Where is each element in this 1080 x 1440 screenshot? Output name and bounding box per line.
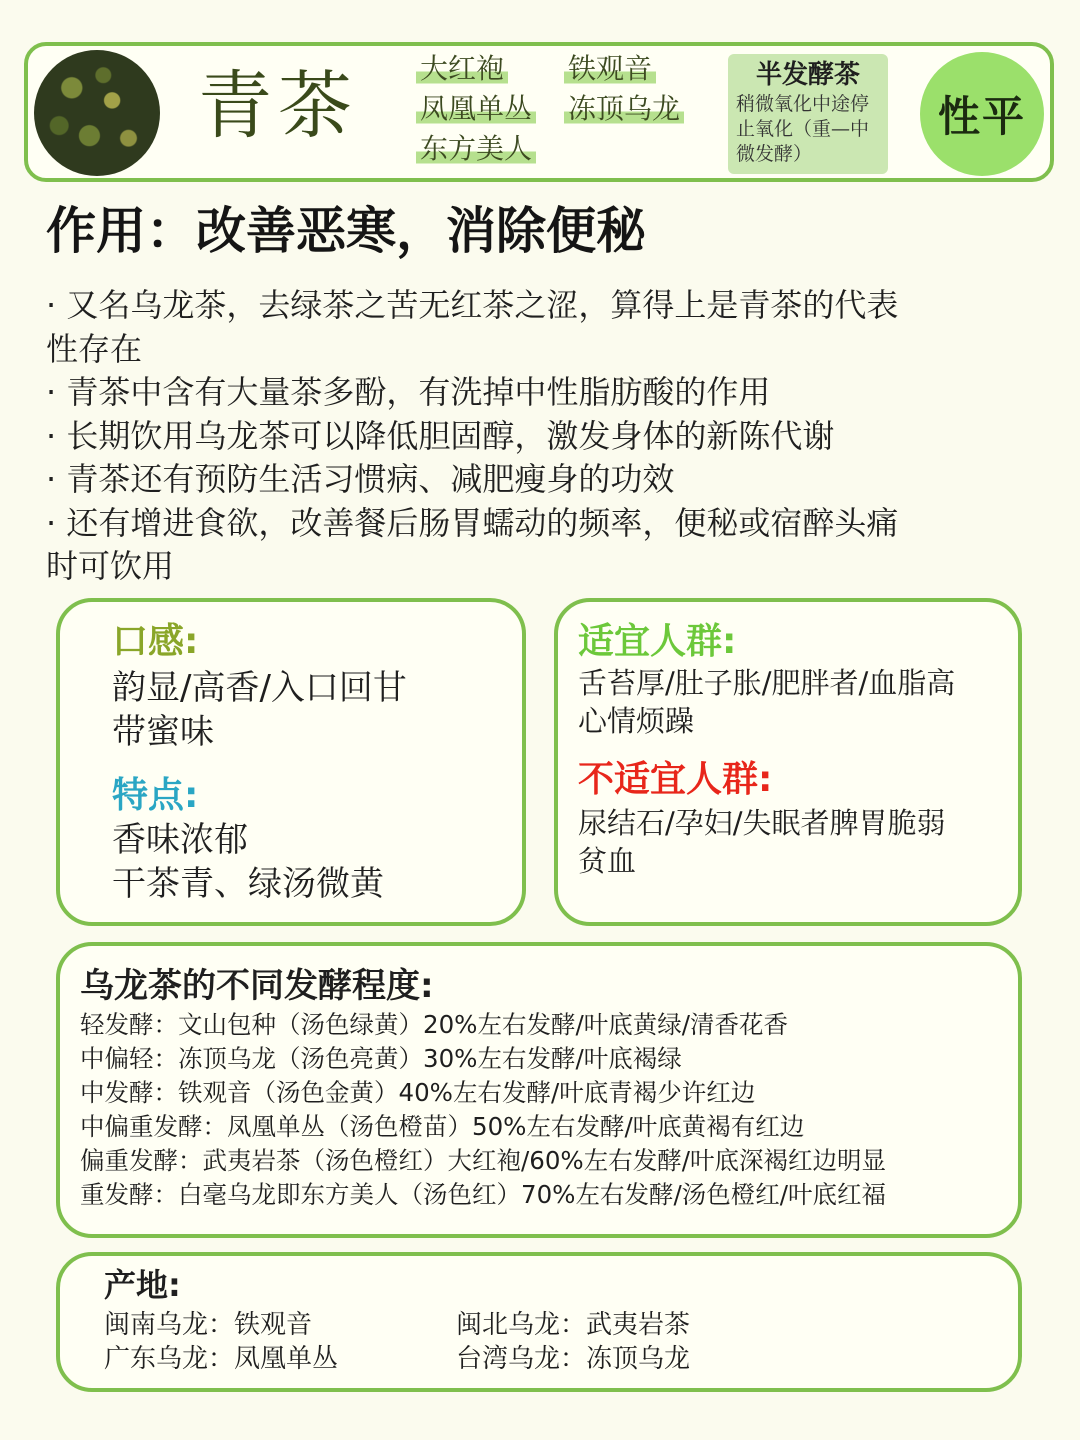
fermentation-row: 重发酵：白毫乌龙即东方美人（汤色红）70%左右发酵/汤色橙红/叶底红福 <box>80 1180 886 1209</box>
variety-tag: 铁观音 <box>564 52 656 86</box>
ferment-type-desc: 稍微氧化中途停 <box>736 93 870 115</box>
taste-title: 口感: <box>112 621 199 662</box>
taste-line: 带蜜味 <box>112 712 214 752</box>
features-line: 香味浓郁 <box>112 820 248 860</box>
variety-list <box>414 52 714 172</box>
fermentation-row: 中偏轻：冻顶乌龙（汤色亮黄）30%左右发酵/叶底褐绿 <box>80 1044 682 1073</box>
origin-title: 产地: <box>104 1266 181 1304</box>
effect-item: · 还有增进食欲，改善餐后肠胃蠕动的频率，便秘或宿醉头痛 <box>46 503 899 542</box>
fermentation-row: 中偏重发酵：凤凰单丛（汤色橙苗）50%左右发酵/叶底黄褐有红边 <box>80 1112 805 1141</box>
origin-item: 闽北乌龙：武夷岩茶 <box>456 1310 691 1340</box>
ferment-type-box <box>728 54 888 174</box>
page-title: 青茶 <box>198 63 358 149</box>
ferment-type-title: 半发酵茶 <box>755 60 860 90</box>
effect-item: · 又名乌龙茶，去绿茶之苦无红茶之涩，算得上是青茶的代表 <box>46 286 899 324</box>
fermentation-row: 轻发酵：文山包种（汤色绿黄）20%左右发酵/叶底黄绿/清香花香 <box>80 1010 788 1039</box>
taste-line: 韵显/高香/入口回甘 <box>112 668 407 708</box>
features-title: 特点: <box>112 775 199 816</box>
fermentation-row: 中发酵：铁观音（汤色金黄）40%左右发酵/叶底青褐少许红边 <box>80 1078 756 1107</box>
suitable-line: 心情烦躁 <box>578 704 695 738</box>
unsuitable-line: 贫血 <box>578 844 637 878</box>
origin-item: 闽南乌龙：铁观音 <box>104 1310 313 1340</box>
variety-tag: 东方美人 <box>416 132 536 166</box>
effect-heading: 作用：改善恶寒，消除便秘 <box>46 202 646 260</box>
origin-item: 广东乌龙：凤凰单丛 <box>104 1344 339 1374</box>
variety-tag: 冻顶乌龙 <box>564 92 684 126</box>
tea-leaf-photo <box>34 50 160 176</box>
fermentation-list <box>80 1008 1010 1212</box>
nature-badge: 性平 <box>920 52 1044 176</box>
effect-item: 性存在 <box>46 329 143 368</box>
suitable-line: 舌苔厚/肚子胀/肥胖者/血脂高 <box>578 666 956 700</box>
variety-tag: 凤凰单丛 <box>416 92 536 126</box>
effect-item: · 长期饮用乌龙茶可以降低胆固醇，激发身体的新陈代谢 <box>46 416 835 455</box>
suitable-title: 适宜人群: <box>578 621 737 662</box>
fermentation-title: 乌龙茶的不同发酵程度: <box>80 966 434 1006</box>
features-line: 干茶青、绿汤微黄 <box>112 864 384 904</box>
fermentation-row: 偏重发酵：武夷岩茶（汤色橙红）大红袍/60%左右发酵/叶底深褐红边明显 <box>80 1146 886 1175</box>
unsuitable-line: 尿结石/孕妇/失眠者脾胃脆弱 <box>578 806 946 840</box>
variety-tag: 大红袍 <box>416 52 508 86</box>
unsuitable-title: 不适宜人群: <box>578 759 773 800</box>
origin-item: 台湾乌龙：冻顶乌龙 <box>456 1344 691 1374</box>
ferment-type-desc: 止氧化（重—中 <box>736 118 870 140</box>
ferment-type-desc: 微发酵） <box>736 143 813 165</box>
effect-item: 时可饮用 <box>46 547 175 585</box>
effect-item: · 青茶还有预防生活习惯病、减肥瘦身的功效 <box>46 460 675 498</box>
effect-item: · 青茶中含有大量茶多酚，有洗掉中性脂肪酸的作用 <box>46 373 771 411</box>
effect-list <box>46 284 1046 589</box>
